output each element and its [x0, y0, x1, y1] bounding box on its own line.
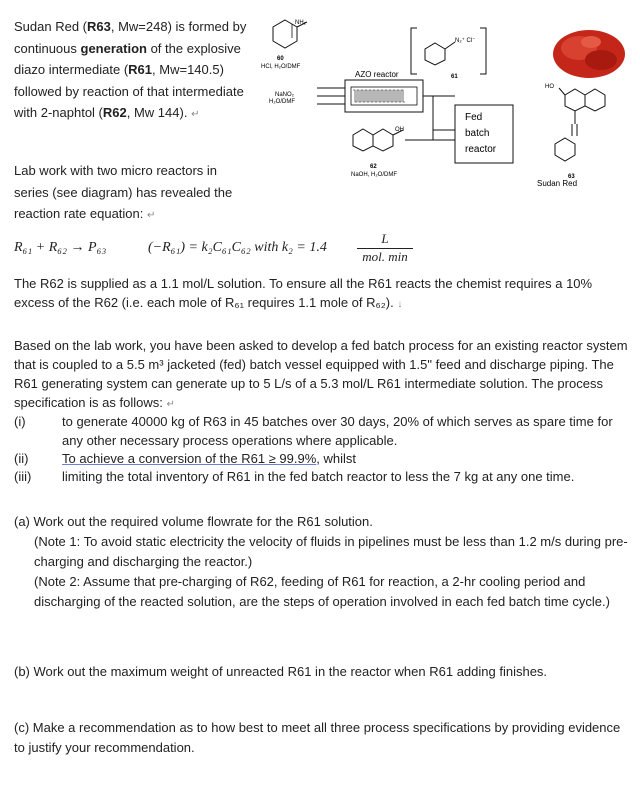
sudan-red-structure: [555, 88, 605, 161]
svg-text:Fed: Fed: [465, 112, 483, 123]
rate-equation: (−R₆₁) = k₂C₆₁C₆₂ with k₂ = 1.4: [148, 240, 327, 255]
diazonium-structure: [425, 42, 455, 65]
svg-text:NaOH, H₂O/DMF: NaOH, H₂O/DMF: [351, 172, 397, 178]
svg-text:NaNO₂: NaNO₂: [275, 92, 294, 98]
svg-text:AZO reactor: AZO reactor: [355, 70, 399, 79]
intro-paragraph: Sudan Red (R63, Mw=248) is formed by continuous generation of the explosive diazo intermediate (R61, Mw=140.5) followed by reaction of that intermediate with 2-naphtol (R62, Mw 144). ↵: [14, 19, 247, 120]
fed-batch-brief: Based on the lab work, you have been asked to develop a fed batch process for an existing reactor system that is coupled to a 5.5 m³ jacketed (fed) batch vessel equipped with 1.5" feed and discharge piping. The R61 generating system can generate up to 5 L/s of a 5.3 mol/L R61 intermediate solution. The process specification is as follows: ↵: [14, 338, 628, 410]
svg-text:batch: batch: [465, 128, 490, 139]
note-1: (Note 1: To avoid static electricity the velocity of fluids in pipelines must be less than 1.2 m/s during pre-charging and discharging the reactor.): [34, 534, 628, 569]
svg-text:HCl, H₂O/DMF: HCl, H₂O/DMF: [261, 64, 301, 70]
lab-work-paragraph: Lab work with two micro reactors in series (see diagram) has revealed the reaction rate equation: ↵: [14, 163, 233, 221]
question-a: (a) Work out the required volume flowrate for the R61 solution. (Note 1: To avoid static electricity the velocity of fluids in pipelines must be less than 1.2 m/s during pre-charging and discharging the reactor.) (Note 2: Assume that pre-charging of R62, feeding of R61 for reaction, a 2-hr cooling period and discharging of the reacted solution, are the steps of operation involved in each fed batch time cycle.): [14, 512, 634, 612]
supply-paragraph: The R62 is supplied as a 1.1 mol/L solution. To ensure all the R61 reacts the chemist requires a 10% excess of the R62 (i.e. each mole of R₆₁ requires 1.1 mole of R₆₂). ↓: [14, 276, 593, 310]
svg-text:62: 62: [370, 164, 377, 170]
svg-text:61: 61: [451, 74, 458, 80]
sudan-red-powder-photo: [549, 24, 631, 82]
question-c: (c) Make a recommendation as to how best to meet all three process specifications by providing evidence to justify your recommendation.: [14, 720, 621, 755]
r63-label: R63: [87, 19, 111, 34]
svg-text:N₂⁺ Cl⁻: N₂⁺ Cl⁻: [455, 38, 476, 44]
rate-constant-units: L mol. min: [357, 231, 413, 265]
svg-text:HO: HO: [545, 84, 554, 90]
azo-reactor: [345, 70, 423, 112]
r61-label: R61: [128, 62, 153, 77]
svg-text:Sudan Red: Sudan Red: [537, 179, 578, 188]
svg-text:H₂O/DMF: H₂O/DMF: [269, 99, 295, 105]
svg-text:60: 60: [277, 56, 284, 62]
reaction-equation: R₆₁ + R₆₂ → P₆₃: [14, 240, 107, 255]
note-2: (Note 2: Assume that pre-charging of R62, feeding of R61 for reaction, a 2-hr cooling period and discharging of the reacted solution, are the steps of operation involved in each fed batch time cycle.): [34, 574, 610, 609]
svg-text:OH: OH: [395, 127, 404, 133]
question-b: (b) Work out the maximum weight of unreacted R61 in the reactor when R61 adding finishes.: [14, 664, 548, 679]
fed-batch-reactor: [455, 105, 513, 163]
svg-text:reactor: reactor: [465, 144, 497, 155]
svg-text:63: 63: [568, 174, 575, 180]
svg-text:NH₂: NH₂: [295, 20, 306, 26]
r62-label: R62: [102, 105, 127, 120]
